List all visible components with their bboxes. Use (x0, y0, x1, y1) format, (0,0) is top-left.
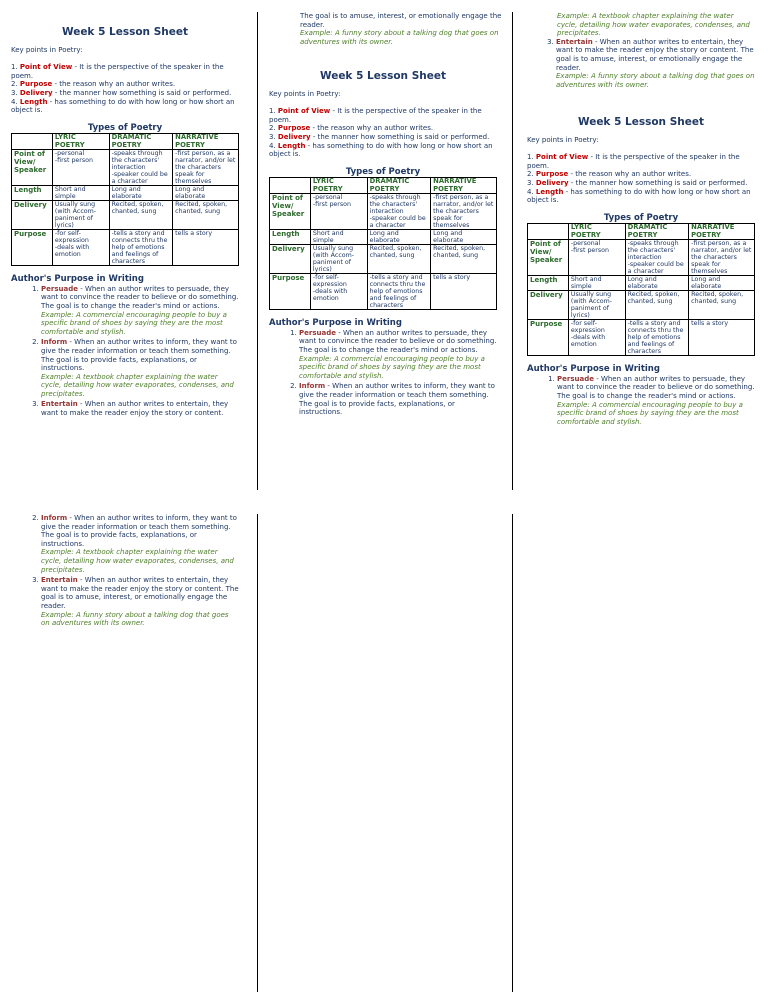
inform-example: Example: A textbook chapter explaining the water cycle, detailing how water evaporates, condenses, and precipitates. (557, 12, 750, 38)
panel-3-continuation (526, 12, 756, 91)
table-cell: tells a story (431, 274, 497, 310)
table-cell: -tells a story and connects thru the help of emotions and feelings of characters (625, 320, 689, 356)
table-cell: Recited, spoken, chanted, sung (367, 245, 431, 274)
table-header (528, 224, 569, 240)
table-row (12, 150, 239, 186)
purpose-item: 3. Entertain - When an author writes to entertain, they want to make the reader enjoy the story or content. The goal is to amuse, interest, or emotionally engage the reader. Example: A funny story about a talking dog that goes on adventures with its owner. (41, 576, 239, 628)
key-points-label: Key points in Poetry: (11, 45, 83, 54)
purpose-example: Example: A textbook chapter explaining the water cycle, detailing how water evaporates, condenses, and precipitates. (41, 548, 234, 574)
key-points-label: Key points in Poetry: (269, 89, 341, 98)
purpose-list (269, 329, 497, 417)
table-row (270, 194, 497, 230)
purpose-item: 3. Entertain - When an author writes to entertain, they want to make the reader enjoy the story or content. The goal is to amuse, interest, or emotionally engage the reader. Example: A funny story about a talking dog that goes on adventures with its owner. (556, 38, 756, 90)
row-header: Delivery (12, 201, 53, 230)
row-header: Point of View/ Speaker (12, 150, 53, 186)
poetry-types-table (11, 133, 239, 266)
table-header: DRAMATIC POETRY (625, 224, 689, 240)
purpose-example: Example: A funny story about a talking dog that goes on adventures with its owner. (556, 72, 755, 89)
table-cell: -for self-expression -deals with emotion (310, 274, 367, 310)
row-header: Point of View/ Speaker (528, 240, 569, 276)
purpose-item: 1. Persuade - When an author writes to persuade, they want to convince the reader to believe or do something. The goal is to change the reader's mind or actions. Example: A commercial encouraging people to buy a specific brand of shoes by saying they are the most comfortable and stylish. (41, 285, 239, 337)
row-header: Length (12, 186, 53, 201)
purpose-example: Example: A textbook chapter explaining the water cycle, detailing how water evaporates, condenses, and precipitates. (41, 372, 234, 398)
table-header (270, 178, 311, 194)
key-point: 1. Point of View - It is the perspective of the speaker in the poem. (11, 63, 224, 80)
table-cell: Recited, spoken, chanted, sung (431, 245, 497, 274)
table-header: LYRIC POETRY (568, 224, 625, 240)
row-header: Purpose (270, 274, 311, 310)
table-header-row (12, 134, 239, 150)
table-cell: -speaks through the characters' interaction -speaker could be a character (625, 240, 689, 276)
row-header: Purpose (528, 320, 569, 356)
table-cell: Usually sung (with Accom-paniment of lyrics) (568, 291, 625, 320)
purpose-item: 2. Inform - When an author writes to inform, they want to give the reader information or teach them something. The goal is to provide facts, explanations, or instructions. (299, 382, 497, 416)
table-cell: -personal -first person (310, 194, 367, 230)
purpose-list (527, 375, 755, 427)
panel-3 (527, 118, 755, 428)
purpose-item: 3. Entertain - When an author writes to entertain, they want to make the reader enjoy the story or content. (41, 400, 239, 417)
column-divider-4 (512, 514, 513, 992)
table-cell: tells a story (689, 320, 755, 356)
table-header (12, 134, 53, 150)
key-point: 2. Purpose - the reason why an author writes. (11, 80, 176, 89)
table-header: NARRATIVE POETRY (689, 224, 755, 240)
key-point: 4. Length - has something to do with how long or how short an object is. (11, 97, 235, 115)
purpose-item: 2. Inform - When an author writes to inform, they want to give the reader information or teach them something. The goal is to provide facts, explanations, or instructions. Example: A textbook chapter explaining the water cycle, detailing how water evaporates, condenses, and precipitates. (41, 338, 239, 398)
table-row (12, 230, 239, 266)
table-title: Types of Poetry (345, 166, 421, 177)
table-cell: Long and elaborate (109, 186, 173, 201)
table-row (12, 186, 239, 201)
table-header: DRAMATIC POETRY (367, 178, 431, 194)
purpose-section-title: Author's Purpose in Writing (527, 364, 660, 375)
table-cell: Usually sung (with Accom-paniment of lyrics) (310, 245, 367, 274)
table-row (270, 274, 497, 310)
row-header: Length (270, 230, 311, 245)
purpose-item: 1. Persuade - When an author writes to persuade, they want to convince the reader to believe or do something. The goal is to change the reader's mind or actions. Example: A commercial encouraging people to buy a specific brand of shoes by saying they are the most comfortable and stylish. (299, 329, 497, 381)
key-point: 3. Delivery - the manner how something is said or performed. (527, 178, 748, 187)
table-cell: Long and elaborate (367, 230, 431, 245)
poetry-types-table (527, 223, 755, 356)
table-header-row (270, 178, 497, 194)
panel-2 (269, 72, 497, 419)
table-cell: Usually sung (with Accom-paniment of lyrics) (52, 201, 109, 230)
purpose-example: Example: A funny story about a talking dog that goes on adventures with its owner. (41, 610, 229, 628)
table-cell: Long and elaborate (431, 230, 497, 245)
table-cell: -first person, as a narrator, and/or let the characters speak for themselves (431, 194, 497, 230)
table-header: LYRIC POETRY (310, 178, 367, 194)
entertain-example: Example: A funny story about a talking dog that goes on adventures with its owner. (300, 29, 499, 46)
table-row (528, 320, 755, 356)
purpose-example: Example: A commercial encouraging people to buy a specific brand of shoes by saying they are the most comfortable and stylish. (557, 400, 743, 426)
page-title: Week 5 Lesson Sheet (319, 70, 446, 82)
table-row (270, 245, 497, 274)
table-row (528, 276, 755, 291)
table-row (528, 291, 755, 320)
table-cell: -tells a story and connects thru the help of emotions and feelings of characters (109, 230, 173, 266)
column-divider-3 (257, 514, 258, 992)
key-points-list (527, 153, 755, 205)
row-header: Length (528, 276, 569, 291)
key-point: 4. Length - has something to do with how long or how short an object is. (269, 141, 493, 159)
table-cell: Recited, spoken, chanted, sung (689, 291, 755, 320)
table-header: NARRATIVE POETRY (431, 178, 497, 194)
key-point: 1. Point of View - It is the perspective of the speaker in the poem. (269, 107, 482, 124)
page-title: Week 5 Lesson Sheet (61, 26, 188, 38)
table-cell: Long and elaborate (689, 276, 755, 291)
table-cell: -first person, as a narrator, and/or let the characters speak for themselves (173, 150, 239, 186)
purpose-section-title: Author's Purpose in Writing (11, 274, 144, 285)
table-cell: Short and simple (52, 186, 109, 201)
row-header: Delivery (270, 245, 311, 274)
table-cell: -speaks through the characters' interaction -speaker could be a character (109, 150, 173, 186)
table-header: NARRATIVE POETRY (173, 134, 239, 150)
key-points-list (11, 63, 239, 115)
table-cell: -tells a story and connects thru the help of emotions and feelings of characters (367, 274, 431, 310)
row-header: Delivery (528, 291, 569, 320)
purpose-list (11, 514, 239, 628)
key-points-label: Key points in Poetry: (527, 135, 599, 144)
key-point: 4. Length - has something to do with how long or how short an object is. (527, 187, 751, 205)
table-title: Types of Poetry (603, 212, 679, 223)
table-cell: Recited, spoken, chanted, sung (109, 201, 173, 230)
purpose-list (526, 38, 756, 90)
key-point: 2. Purpose - the reason why an author writes. (527, 170, 692, 179)
table-cell: -for self-expression -deals with emotion (568, 320, 625, 356)
table-cell: Recited, spoken, chanted, sung (625, 291, 689, 320)
key-point: 2. Purpose - the reason why an author writes. (269, 124, 434, 133)
key-point: 3. Delivery - the manner how something is said or performed. (11, 88, 232, 97)
page-title: Week 5 Lesson Sheet (577, 116, 704, 128)
key-point: 3. Delivery - the manner how something is said or performed. (269, 132, 490, 141)
key-point: 1. Point of View - It is the perspective of the speaker in the poem. (527, 153, 740, 170)
table-header: DRAMATIC POETRY (109, 134, 173, 150)
column-divider-1 (257, 12, 258, 490)
key-points-list (269, 107, 497, 159)
table-row (270, 230, 497, 245)
table-cell: tells a story (173, 230, 239, 266)
poetry-types-table (269, 177, 497, 310)
purpose-item: 1. Persuade - When an author writes to persuade, they want to convince the reader to believe or do something. The goal is to change the reader's mind or actions. Example: A commercial encouraging people to buy a specific brand of shoes by saying they are the most comfortable and stylish. (557, 375, 755, 427)
panel-4-continuation (11, 514, 239, 630)
row-header: Point of View/ Speaker (270, 194, 311, 230)
table-cell: -personal -first person (52, 150, 109, 186)
table-header: LYRIC POETRY (52, 134, 109, 150)
table-cell: -first person, as a narrator, and/or let the characters speak for themselves (689, 240, 755, 276)
row-header: Purpose (12, 230, 53, 266)
purpose-example: Example: A commercial encouraging people to buy a specific brand of shoes by saying they are the most comfortable and stylish. (41, 310, 227, 336)
purpose-section-title: Author's Purpose in Writing (269, 318, 402, 329)
table-title: Types of Poetry (87, 122, 163, 133)
purpose-item: 2. Inform - When an author writes to inform, they want to give the reader information or teach them something. The goal is to provide facts, explanations, or instructions. Example: A textbook chapter explaining the water cycle, detailing how water evaporates, condenses, and precipitates. (41, 514, 239, 574)
purpose-example: Example: A commercial encouraging people to buy a specific brand of shoes by saying they are the most comfortable and stylish. (299, 354, 485, 380)
column-divider-2 (512, 12, 513, 490)
table-header-row (528, 224, 755, 240)
table-cell: Long and elaborate (625, 276, 689, 291)
panel-1 (11, 28, 239, 420)
table-cell: -personal -first person (568, 240, 625, 276)
table-cell: Short and simple (568, 276, 625, 291)
table-row (528, 240, 755, 276)
purpose-list (11, 285, 239, 418)
table-cell: Recited, spoken, chanted, sung (173, 201, 239, 230)
table-cell: -for self-expression -deals with emotion (52, 230, 109, 266)
table-cell: Long and elaborate (173, 186, 239, 201)
table-row (12, 201, 239, 230)
table-cell: Short and simple (310, 230, 367, 245)
table-cell: -speaks through the characters' interaction -speaker could be a character (367, 194, 431, 230)
entertain-goal-text: The goal is to amuse, interest, or emotionally engage the reader. (300, 12, 502, 29)
panel-2-continuation (270, 12, 502, 46)
